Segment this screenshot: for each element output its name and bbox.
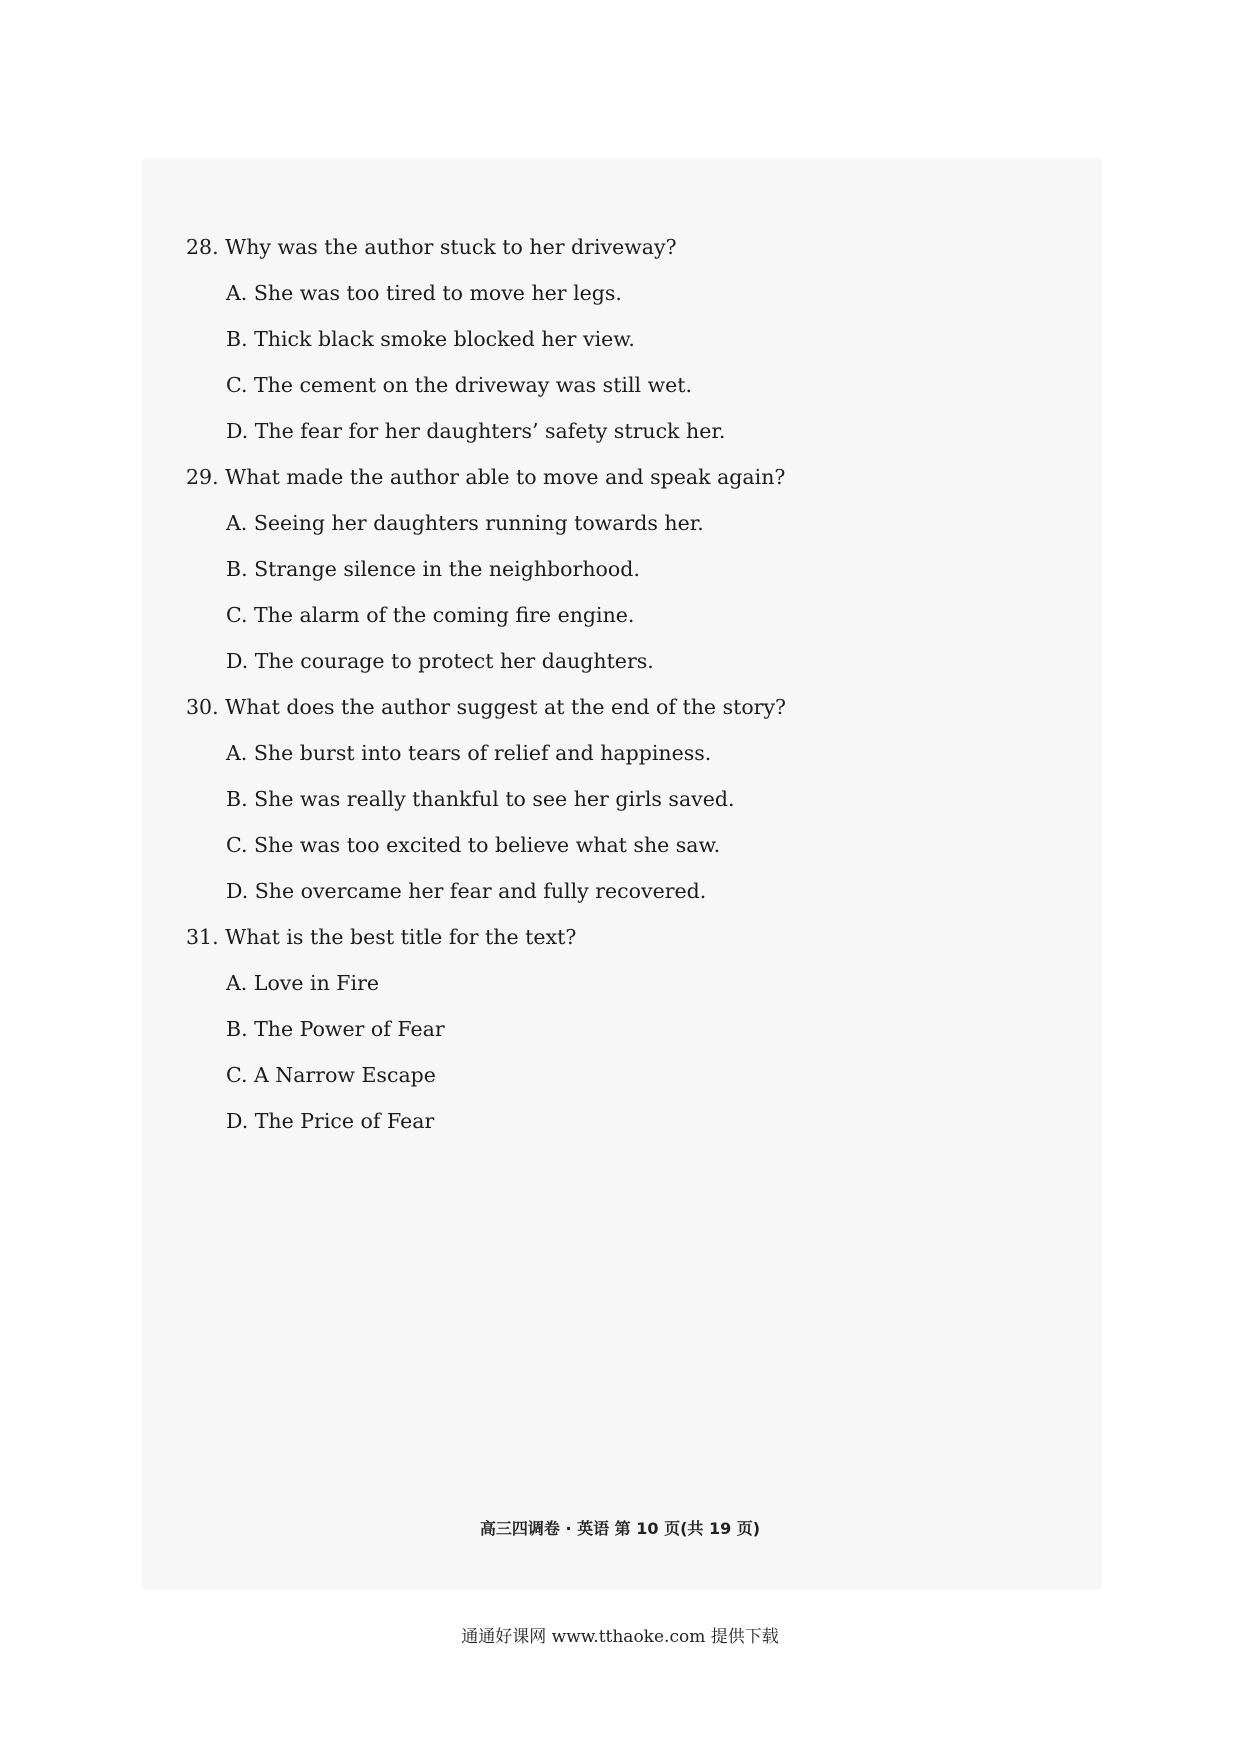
- option-c: C. A Narrow Escape: [226, 1063, 436, 1087]
- download-watermark: 通通好课网 www.tthaoke.com 提供下载: [461, 1627, 779, 1647]
- page-footer: 高三四调卷 · 英语 第 10 页(共 19 页): [479, 1519, 761, 1538]
- option-b: B. She was really thankful to see her girls saved.: [226, 787, 735, 811]
- option-d: D. She overcame her fear and fully recovered.: [226, 879, 707, 903]
- option-c: C. The cement on the driveway was still wet.: [226, 373, 693, 397]
- option-b: B. The Power of Fear: [226, 1017, 445, 1041]
- option-c: C. She was too excited to believe what she saw.: [226, 833, 721, 857]
- option-a: A. Love in Fire: [226, 971, 380, 995]
- option-d: D. The Price of Fear: [226, 1109, 435, 1133]
- question-stem: 29. What made the author able to move and speak again?: [186, 465, 786, 489]
- question-29: [186, 462, 1066, 676]
- option-c: C. The alarm of the coming fire engine.: [226, 603, 635, 627]
- option-b: B. Thick black smoke blocked her view.: [226, 327, 635, 351]
- option-b: B. Strange silence in the neighborhood.: [226, 557, 640, 581]
- option-d: D. The fear for her daughters’ safety struck her.: [226, 419, 726, 443]
- question-list: [186, 232, 1066, 1152]
- question-31: [186, 922, 1066, 1136]
- question-28: [186, 232, 1066, 446]
- question-stem: 28. Why was the author stuck to her driveway?: [186, 235, 677, 259]
- question-stem: 30. What does the author suggest at the end of the story?: [186, 695, 787, 719]
- option-a: A. She was too tired to move her legs.: [226, 281, 622, 305]
- option-a: A. Seeing her daughters running towards her.: [226, 511, 704, 535]
- question-30: [186, 692, 1066, 906]
- option-a: A. She burst into tears of relief and happiness.: [226, 741, 712, 765]
- question-stem: 31. What is the best title for the text?: [186, 925, 577, 949]
- option-d: D. The courage to protect her daughters.: [226, 649, 654, 673]
